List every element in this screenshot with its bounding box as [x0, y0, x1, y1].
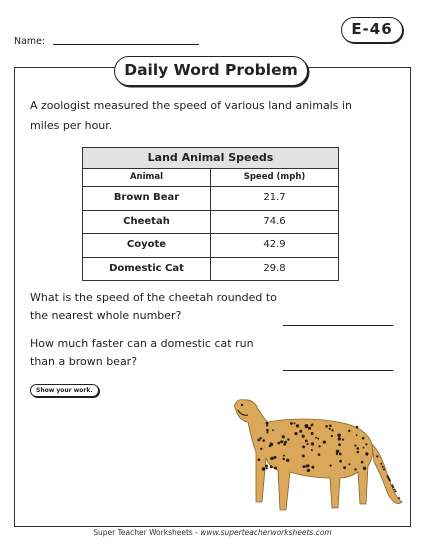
name-field-line[interactable] [53, 44, 199, 45]
problem-intro-text: A zoologist measured the speed of various land animals in miles per hour. [30, 99, 352, 132]
footer-site-link[interactable]: www.superteacherworksheets.com [200, 528, 332, 537]
show-your-work-label: Show your work. [30, 384, 99, 397]
worksheet-code-badge: E-46 [341, 17, 403, 43]
column-header-speed: Speed (mph) [243, 172, 306, 182]
table-row [83, 258, 338, 281]
speed-table [82, 147, 339, 281]
question-1-text: What is the speed of the cheetah rounded to the nearest whole number? [30, 291, 277, 322]
speed-cell: 29.8 [263, 262, 286, 274]
page-title: Daily Word Problem [114, 56, 308, 86]
speed-cell: 74.6 [263, 215, 286, 227]
table-row [83, 234, 338, 258]
speed-cell: 42.9 [263, 239, 286, 250]
table-row [83, 187, 338, 211]
name-label: Name: [14, 36, 46, 47]
table-title: Land Animal Speeds [83, 148, 338, 169]
animal-cell: Coyote [83, 234, 211, 257]
question-2-text: How much faster can a domestic cat run than a brown bear? [30, 337, 254, 368]
speed-cell: 21.7 [263, 192, 286, 203]
table-header-row [83, 169, 338, 187]
column-header-animal: Animal [83, 169, 211, 186]
animal-cell: Domestic Cat [83, 258, 211, 281]
cheetah-image [228, 392, 406, 524]
footer [0, 528, 425, 537]
answer-2-line[interactable] [283, 370, 393, 371]
table-row [83, 211, 338, 235]
footer-prefix: Super Teacher Worksheets - [93, 528, 201, 537]
answer-1-line[interactable] [283, 325, 393, 326]
animal-cell: Cheetah [83, 211, 211, 234]
animal-cell: Brown Bear [83, 187, 211, 210]
